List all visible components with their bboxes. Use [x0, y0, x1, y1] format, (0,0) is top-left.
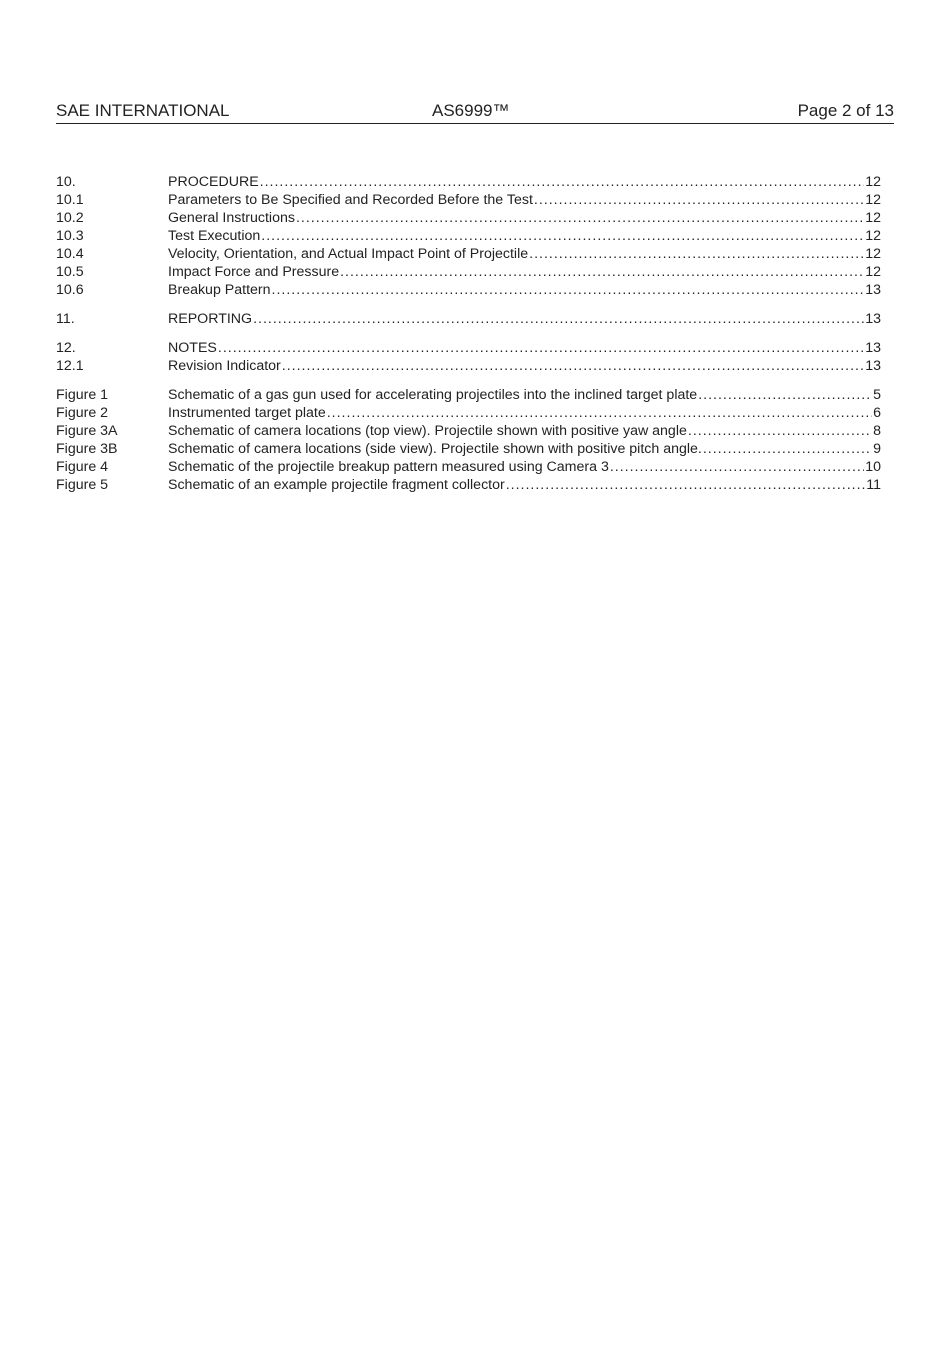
- dot-leader: [506, 476, 866, 494]
- toc-page: 9: [873, 441, 881, 457]
- toc-title: Schematic of a gas gun used for accelerating projectiles into the inclined target plate: [168, 387, 698, 403]
- toc-title: Parameters to Be Specified and Recorded Before the Test: [168, 192, 533, 208]
- toc-row: [56, 476, 881, 494]
- toc-title: NOTES: [168, 340, 217, 356]
- dot-leader: [610, 458, 864, 476]
- toc-page: 12: [865, 228, 881, 244]
- toc-number: Figure 5: [56, 477, 109, 493]
- header-document-number: AS6999™: [432, 101, 510, 120]
- toc-number: 10.: [56, 174, 76, 190]
- toc-number: Figure 1: [56, 387, 109, 403]
- toc-title: PROCEDURE: [168, 174, 259, 190]
- toc-title: Velocity, Orientation, and Actual Impact Point of Projectile: [168, 246, 529, 262]
- toc-page: 5: [873, 387, 881, 403]
- toc-page: 12: [865, 192, 881, 208]
- toc-row: [56, 173, 881, 191]
- dot-leader: [296, 209, 864, 227]
- toc-row: [56, 263, 881, 281]
- toc-row: [56, 404, 881, 422]
- toc-title: Schematic of camera locations (side view). Projectile shown with positive pitch angle.: [168, 441, 702, 457]
- toc-number: 12.: [56, 340, 76, 356]
- toc-page: 13: [865, 282, 881, 298]
- toc-row: [56, 227, 881, 245]
- toc-page: 6: [873, 405, 881, 421]
- toc-page: 13: [865, 358, 881, 374]
- toc-title: Schematic of camera locations (top view). Projectile shown with positive yaw angle: [168, 423, 687, 439]
- page-header: [56, 101, 894, 124]
- dot-leader: [282, 357, 864, 375]
- dot-leader: [218, 339, 864, 357]
- toc-title: Schematic of the projectile breakup pattern measured using Camera 3: [168, 459, 609, 475]
- toc-row: [56, 209, 881, 227]
- dot-leader: [260, 173, 865, 191]
- toc-number: 10.5: [56, 264, 84, 280]
- toc-row: [56, 245, 881, 263]
- toc-row: [56, 458, 881, 476]
- toc-page: 10: [865, 459, 881, 475]
- toc-row: [56, 440, 881, 458]
- toc-title: Schematic of an example projectile fragment collector: [168, 477, 505, 493]
- toc-title: Revision Indicator: [168, 358, 281, 374]
- toc-number: 10.4: [56, 246, 84, 262]
- toc-title: Breakup Pattern: [168, 282, 271, 298]
- dot-leader: [698, 386, 872, 404]
- dot-leader: [529, 245, 864, 263]
- toc-row: [56, 281, 881, 299]
- toc-page: 12: [865, 174, 881, 190]
- toc-row: [56, 310, 881, 328]
- toc-number: 10.2: [56, 210, 84, 226]
- toc-title: Test Execution: [168, 228, 261, 244]
- toc-title: REPORTING: [168, 311, 253, 327]
- toc-number: 10.1: [56, 192, 84, 208]
- header-organization: SAE INTERNATIONAL: [56, 101, 230, 120]
- dot-leader: [327, 404, 872, 422]
- toc-number: Figure 3A: [56, 423, 118, 439]
- toc-title: General Instructions: [168, 210, 295, 226]
- toc-page: 13: [865, 340, 881, 356]
- toc-page: 12: [865, 264, 881, 280]
- toc-page: 12: [865, 210, 881, 226]
- dot-leader: [688, 422, 872, 440]
- dot-leader: [703, 440, 872, 458]
- toc-row: [56, 422, 881, 440]
- toc-page: 11: [866, 477, 881, 493]
- toc-page: 13: [865, 311, 881, 327]
- table-of-contents: [56, 173, 881, 494]
- toc-number: 10.6: [56, 282, 84, 298]
- toc-number: 10.3: [56, 228, 84, 244]
- dot-leader: [340, 263, 864, 281]
- toc-title: Instrumented target plate: [168, 405, 326, 421]
- toc-number: 11.: [56, 311, 75, 327]
- toc-title: Impact Force and Pressure: [168, 264, 340, 280]
- dot-leader: [272, 281, 865, 299]
- dot-leader: [253, 310, 864, 328]
- toc-row: [56, 191, 881, 209]
- toc-page: 12: [865, 246, 881, 262]
- toc-number: Figure 3B: [56, 441, 118, 457]
- toc-row: [56, 357, 881, 375]
- toc-page: 8: [873, 423, 881, 439]
- toc-number: Figure 2: [56, 405, 109, 421]
- toc-row: [56, 339, 881, 357]
- dot-leader: [261, 227, 864, 245]
- toc-number: Figure 4: [56, 459, 109, 475]
- toc-row: [56, 386, 881, 404]
- toc-number: 12.1: [56, 358, 84, 374]
- dot-leader: [534, 191, 864, 209]
- header-page-number: Page 2 of 13: [797, 101, 894, 120]
